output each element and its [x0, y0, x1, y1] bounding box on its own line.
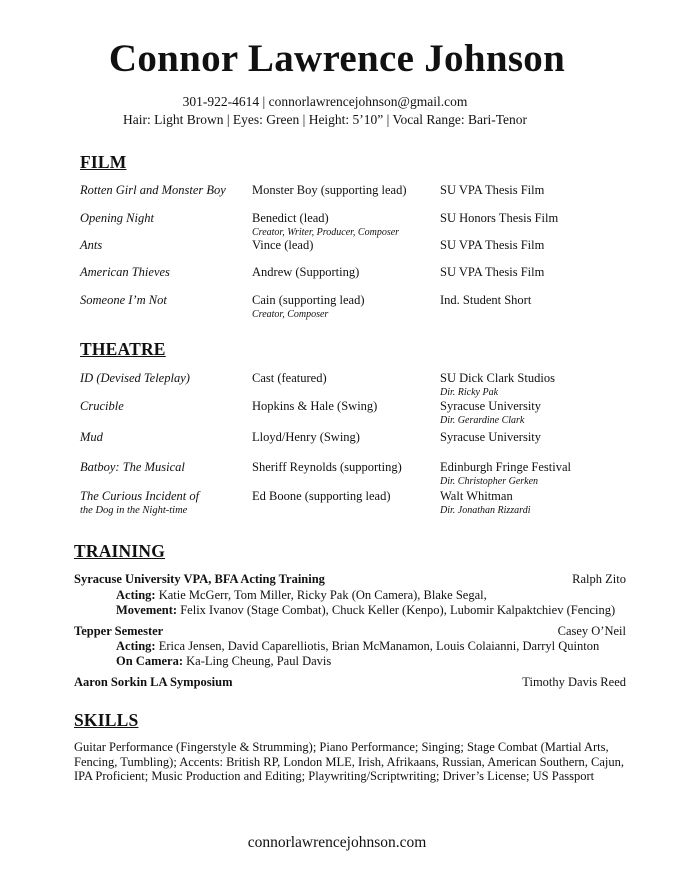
training-detail: Acting: Katie McGerr, Tom Miller, Ricky Pak (On Camera), Blake Segal,: [116, 588, 487, 602]
theatre-title: Crucible: [80, 399, 124, 413]
theatre-heading: THEATRE: [80, 339, 166, 359]
film-venue: SU VPA Thesis Film: [440, 183, 545, 197]
training-teacher: Ralph Zito: [572, 572, 626, 586]
theatre-venue: SU Dick Clark Studios Dir. Ricky Pak: [440, 371, 555, 398]
theatre-title: Batboy: The Musical: [80, 460, 185, 474]
theatre-title: Mud: [80, 430, 103, 444]
theatre-role: Sheriff Reynolds (supporting): [252, 460, 402, 474]
film-role-note: Creator, Composer: [252, 309, 329, 320]
theatre-venue: Walt Whitman Dir. Jonathan Rizzardi: [440, 489, 531, 516]
film-role: Benedict (lead) Creator, Writer, Producer, Composer: [252, 211, 400, 238]
theatre-role: Hopkins & Hale (Swing): [252, 399, 378, 413]
theatre-director: Dir. Jonathan Rizzardi: [440, 505, 531, 516]
contact-line: 301-922-4614 | connorlawrencejohnson@gmail.com: [182, 94, 468, 109]
training-school: Aaron Sorkin LA Symposium: [74, 675, 233, 689]
training-detail: Acting: Erica Jensen, David Caparelliotis, Brian McManamon, Louis Colaianni, Darryl Quinton: [116, 639, 600, 653]
film-title: Someone I’m Not: [80, 293, 167, 307]
theatre-role: Lloyd/Henry (Swing): [252, 430, 360, 444]
film-title: Ants: [80, 238, 103, 252]
training-program: [74, 624, 626, 639]
physical-stats-line: Hair: Light Brown | Eyes: Green | Height: 5’10” | Vocal Range: Bari-Tenor: [122, 112, 528, 127]
theatre-venue: Syracuse University Dir. Gerardine Clark: [440, 399, 542, 426]
training-detail: On Camera: Ka-Ling Cheung, Paul Davis: [116, 654, 332, 668]
theatre-role: Cast (featured): [252, 371, 327, 385]
film-role: Vince (lead): [252, 238, 314, 252]
film-venue: Ind. Student Short: [440, 293, 532, 307]
theatre-title-cont: the Dog in the Night-time: [80, 505, 188, 516]
film-role: Cain (supporting lead) Creator, Composer: [252, 293, 365, 320]
theatre-title: The Curious Incident of the Dog in the Night-time: [80, 489, 200, 516]
theatre-title: ID (Devised Teleplay): [80, 371, 190, 385]
training-school: Syracuse University VPA, BFA Acting Training: [74, 572, 325, 586]
training-detail: Movement: Felix Ivanov (Stage Combat), Chuck Keller (Kenpo), Lubomir Kalpaktchiev (Fencing): [116, 603, 616, 617]
skills-heading: SKILLS: [74, 710, 139, 730]
film-role-note: Creator, Writer, Producer, Composer: [252, 227, 400, 238]
film-heading: FILM: [80, 152, 127, 172]
training-school: Tepper Semester: [74, 624, 164, 638]
theatre-role: Ed Boone (supporting lead): [252, 489, 391, 503]
theatre-venue: Syracuse University: [440, 430, 542, 444]
training-heading: TRAINING: [74, 541, 166, 561]
website-link[interactable]: connorlawrencejohnson.com: [247, 834, 427, 851]
film-venue: SU VPA Thesis Film: [440, 238, 545, 252]
training-program: [74, 572, 626, 587]
film-title: Opening Night: [80, 211, 154, 225]
film-title: American Thieves: [80, 265, 170, 279]
theatre-director: Dir. Ricky Pak: [440, 387, 499, 398]
theatre-venue: Edinburgh Fringe Festival Dir. Christopher Gerken: [440, 460, 572, 487]
film-role: Andrew (Supporting): [252, 265, 360, 279]
theatre-director: Dir. Christopher Gerken: [440, 476, 539, 487]
training-program: [74, 675, 626, 690]
skills-text: Guitar Performance (Fingerstyle & Strumming); Piano Performance; Singing; Stage Combat (Martial Arts, Fencing, Tumbling); Accents: British RP, London MLE, Irish, Afrikaans, Russian, American Southern, Cajun, IPA Proficient; Music Production and Editing; Playwriting/Scriptwriting; Driver’s License; US Passport: [74, 740, 624, 783]
film-venue: SU Honors Thesis Film: [440, 211, 559, 225]
film-role: Monster Boy (supporting lead): [252, 183, 407, 197]
theatre-director: Dir. Gerardine Clark: [440, 415, 525, 426]
resume-name: Connor Lawrence Johnson: [108, 37, 566, 80]
training-teacher: Timothy Davis Reed: [522, 675, 626, 689]
training-teacher: Casey O’Neil: [557, 624, 626, 638]
film-title: Rotten Girl and Monster Boy: [80, 183, 226, 197]
film-venue: SU VPA Thesis Film: [440, 265, 545, 279]
